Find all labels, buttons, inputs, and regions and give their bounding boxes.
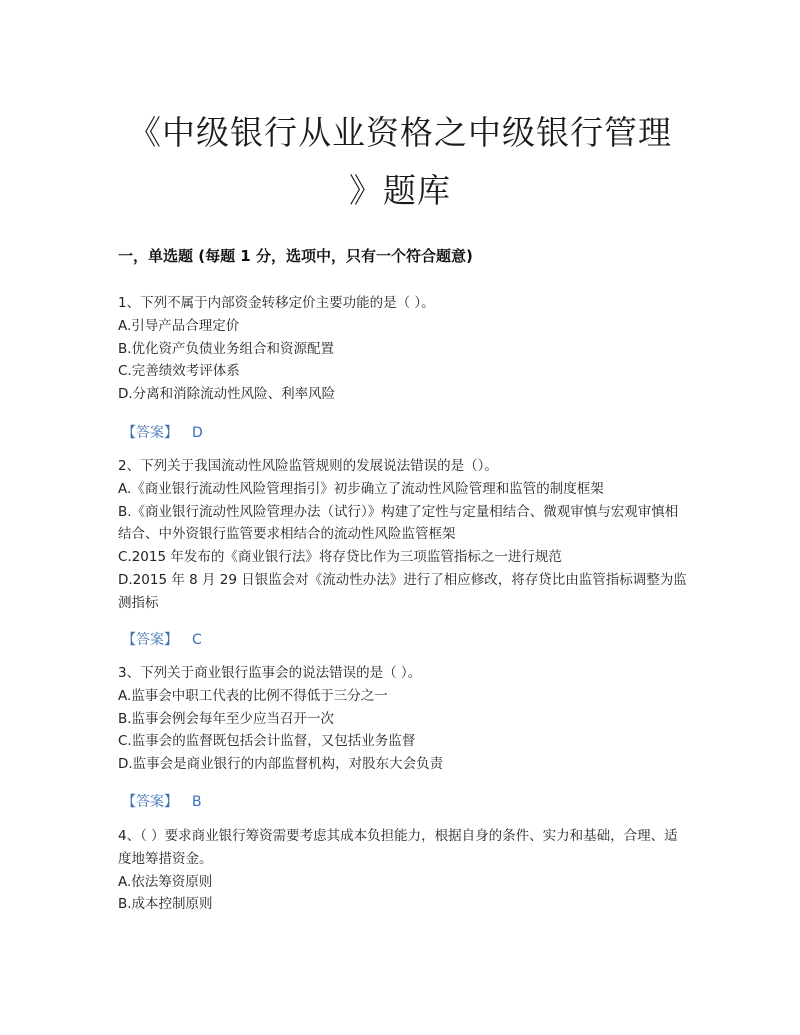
- answer-1: [122, 422, 203, 442]
- answer-3: [122, 791, 202, 811]
- answer-value: D: [192, 425, 203, 441]
- answer-label: 【答案】: [122, 632, 178, 648]
- question-3: [118, 662, 688, 776]
- option-d: D.监事会是商业银行的内部监督机构，对股东大会负责: [118, 756, 444, 773]
- option-c: C.监事会的监督既包括会计监督，又包括业务监督: [118, 733, 416, 750]
- document-title-line-2: 》题库: [349, 171, 451, 210]
- option-b: B.监事会例会每年至少应当召开一次: [118, 710, 335, 727]
- option-d: D.分离和消除流动性风险、利率风险: [118, 386, 336, 403]
- option-b: B.成本控制原则: [118, 896, 213, 913]
- option-b: B.优化资产负债业务组合和资源配置: [118, 340, 335, 357]
- question-1: [118, 292, 688, 406]
- option-a: A.《商业银行流动性风险管理指引》初步确立了流动性风险管理和监管的制度框架: [118, 480, 604, 497]
- option-c: C.2015 年发布的《商业银行法》将存贷比作为三项监管指标之一进行规范: [118, 549, 562, 566]
- option-a: A.依法筹资原则: [118, 873, 213, 890]
- document-title: [110, 104, 690, 220]
- option-c: C.完善绩效考评体系: [118, 363, 240, 380]
- answer-value: C: [192, 632, 202, 648]
- answer-label: 【答案】: [122, 425, 178, 441]
- option-a: A.引导产品合理定价: [118, 317, 240, 334]
- question-stem: 2、下列关于我国流动性风险监管规则的发展说法错误的是（）。: [118, 458, 498, 474]
- option-a: A.监事会中职工代表的比例不得低于三分之一: [118, 687, 388, 704]
- option-d: D.2015 年 8 月 29 日银监会对《流动性办法》进行了相应修改，将存贷比由监管指标调整为监测指标: [118, 571, 687, 611]
- question-stem: 1、下列不属于内部资金转移定价主要功能的是（ ）。: [118, 295, 435, 311]
- answer-2: [122, 629, 202, 649]
- question-stem: 3、下列关于商业银行监事会的说法错误的是（ ）。: [118, 665, 422, 681]
- option-b: B.《商业银行流动性风险管理办法（试行）》构建了定性与定量相结合、微观审慎与宏观审慎相结合、中外资银行监管要求相结合的流动性风险监管框架: [118, 503, 679, 543]
- document-title-line-1: 《中级银行从业资格之中级银行管理: [128, 113, 672, 152]
- question-4: [118, 825, 688, 916]
- answer-value: B: [192, 794, 202, 810]
- section-heading: 一，单选题 (每题 1 分，选项中，只有一个符合题意): [118, 247, 473, 265]
- question-2: [118, 455, 688, 615]
- question-stem: 4、（ ）要求商业银行筹资需要考虑其成本负担能力，根据自身的条件、实力和基础，合理、适度地筹措资金。: [118, 828, 678, 867]
- answer-label: 【答案】: [122, 794, 178, 810]
